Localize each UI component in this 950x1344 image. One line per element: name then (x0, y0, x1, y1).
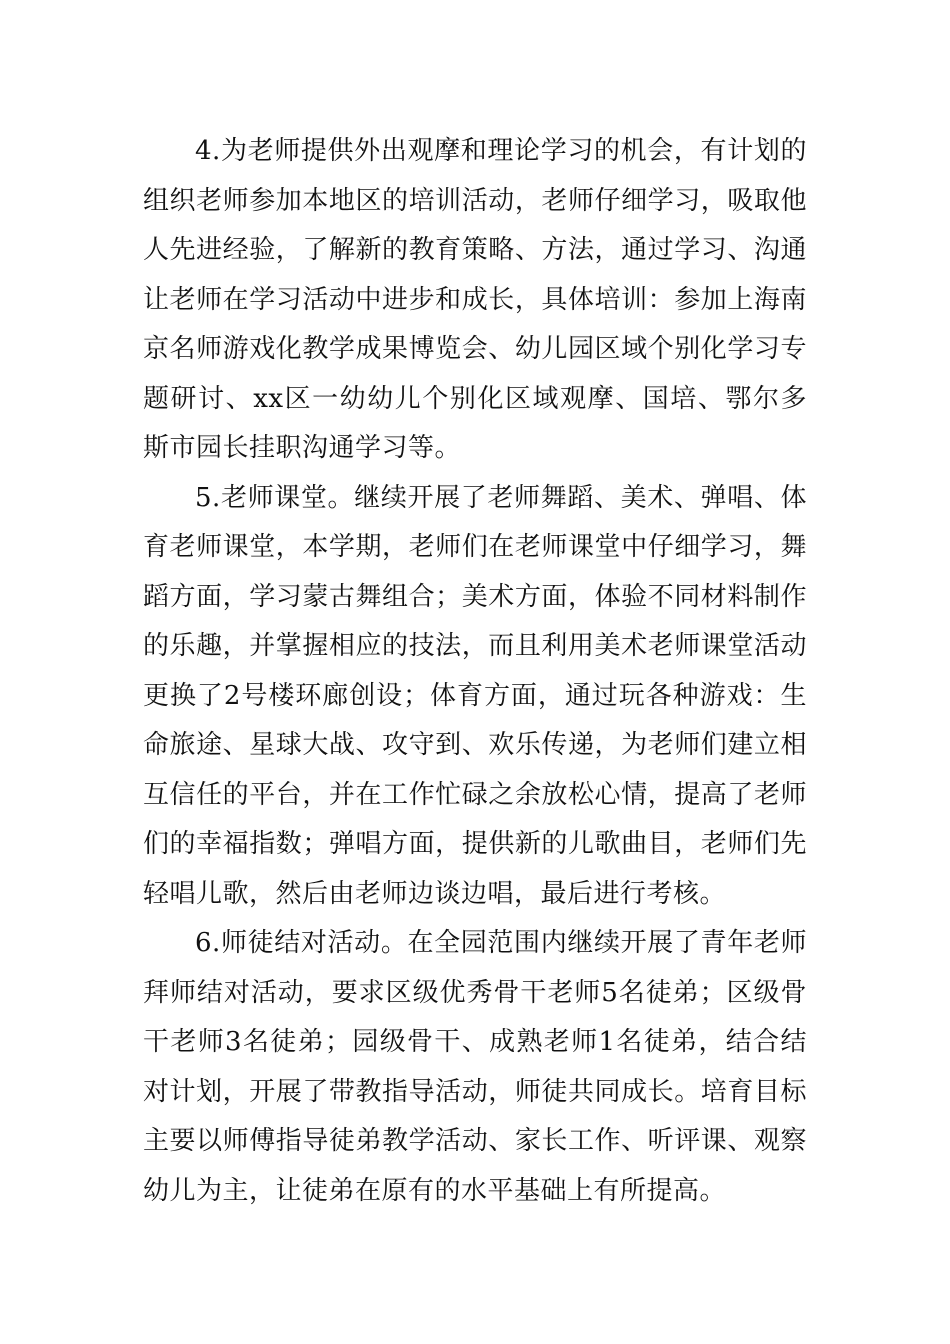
document-body (143, 127, 807, 1216)
paragraph-teacher-training: 4.为老师提供外出观摩和理论学习的机会，有计划的组织老师参加本地区的培训活动，老师仔细学习，吸取他人先进经验，了解新的教育策略、方法，通过学习、沟通让老师在学习活动中进步和成长，具体培训：参加上海南京名师游戏化教学成果博览会、幼儿园区域个别化学习专题研讨、xx区一幼幼儿个别化区域观摩、国培、鄂尔多斯市园长挂职沟通学习等。 (143, 136, 807, 463)
paragraph-mentorship: 6.师徒结对活动。在全园范围内继续开展了青年老师拜师结对活动，要求区级优秀骨干老师5名徒弟；区级骨干老师3名徒弟；园级骨干、成熟老师1名徒弟，结合结对计划，开展了带教指导活动，师徒共同成长。培育目标主要以师傅指导徒弟教学活动、家长工作、听评课、观察幼儿为主，让徒弟在原有的水平基础上有所提高。 (143, 928, 807, 1206)
paragraph-teacher-classroom: 5.老师课堂。继续开展了老师舞蹈、美术、弹唱、体育老师课堂，本学期，老师们在老师课堂中仔细学习，舞蹈方面，学习蒙古舞组合；美术方面，体验不同材料制作的乐趣，并掌握相应的技法，而且利用美术老师课堂活动更换了2号楼环廊创设；体育方面，通过玩各种游戏：生命旅途、星球大战、攻守到、欢乐传递，为老师们建立相互信任的平台，并在工作忙碌之余放松心情，提高了老师们的幸福指数；弹唱方面，提供新的儿歌曲目，老师们先轻唱儿歌，然后由老师边谈边唱，最后进行考核。 (143, 482, 807, 909)
